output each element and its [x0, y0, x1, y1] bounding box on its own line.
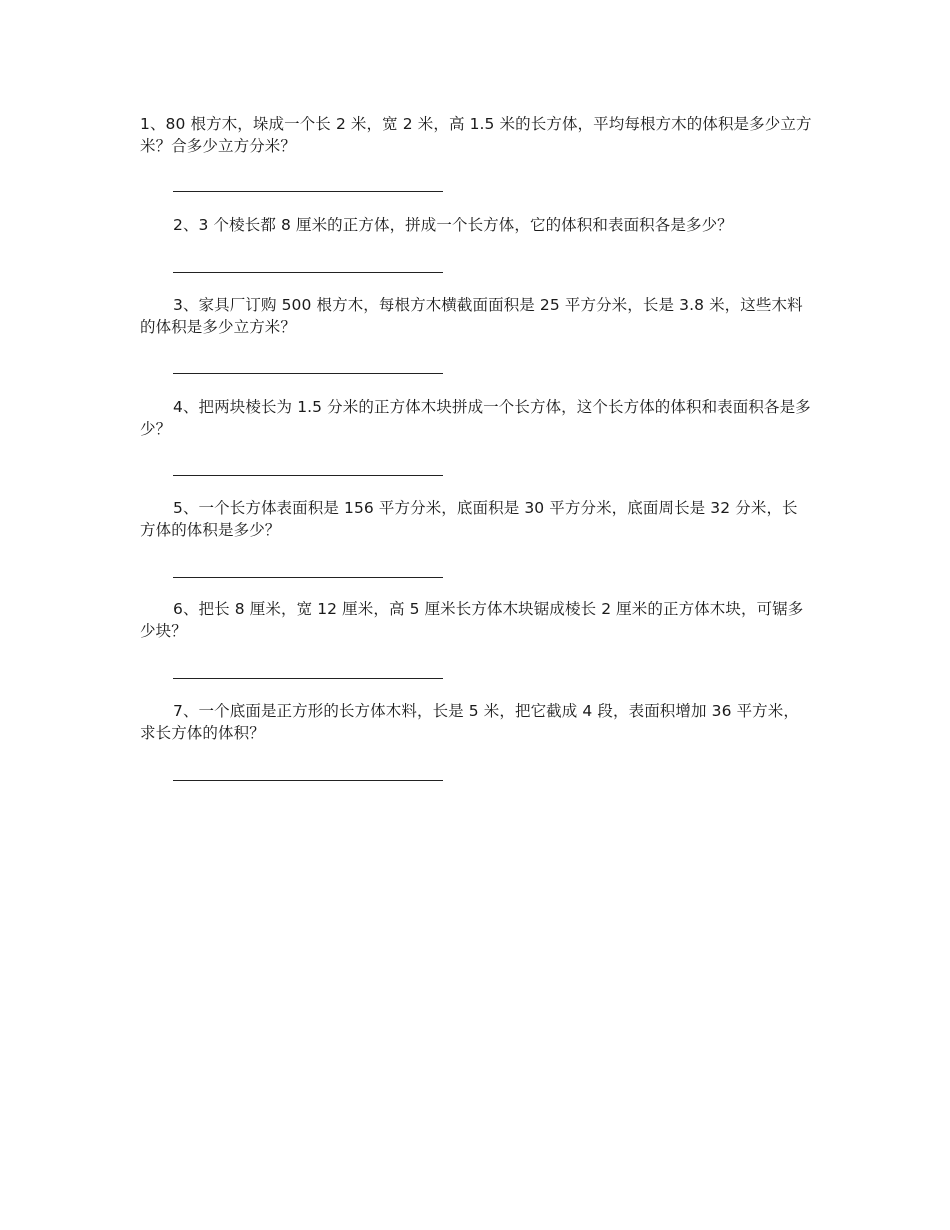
- answer-line-2: [173, 272, 443, 273]
- question-2: 2、3 个棱长都 8 厘米的正方体，拼成一个长方体，它的体积和表面积各是多少？: [173, 216, 733, 234]
- answer-line-5: [173, 577, 443, 578]
- answer-line-7: [173, 780, 443, 781]
- answer-line-3: [173, 373, 443, 374]
- question-1: 1、80 根方木，垛成一个长 2 米，宽 2 米，高 1.5 米的长方体，平均每根方木的体积是多少立方米？合多少立方分米？: [140, 115, 812, 155]
- question-3: 3、家具厂订购 500 根方木，每根方木横截面面积是 25 平方分米，长是 3.8 米，这些木料的体积是多少立方米？: [140, 296, 803, 336]
- question-5: 5、一个长方体表面积是 156 平方分米，底面积是 30 平方分米，底面周长是 32 分米，长方体的体积是多少？: [140, 499, 798, 539]
- answer-line-4: [173, 475, 443, 476]
- question-6: 6、把长 8 厘米，宽 12 厘米，高 5 厘米长方体木块锯成棱长 2 厘米的正方体木块，可锯多少块？: [140, 600, 804, 640]
- question-7: 7、一个底面是正方形的长方体木料，长是 5 米，把它截成 4 段，表面积增加 36 平方米，求长方体的体积？: [140, 702, 799, 742]
- answer-line-1: [173, 191, 443, 192]
- answer-line-6: [173, 678, 443, 679]
- question-4: 4、把两块棱长为 1.5 分米的正方体木块拼成一个长方体，这个长方体的体积和表面积各是多少？: [140, 398, 811, 438]
